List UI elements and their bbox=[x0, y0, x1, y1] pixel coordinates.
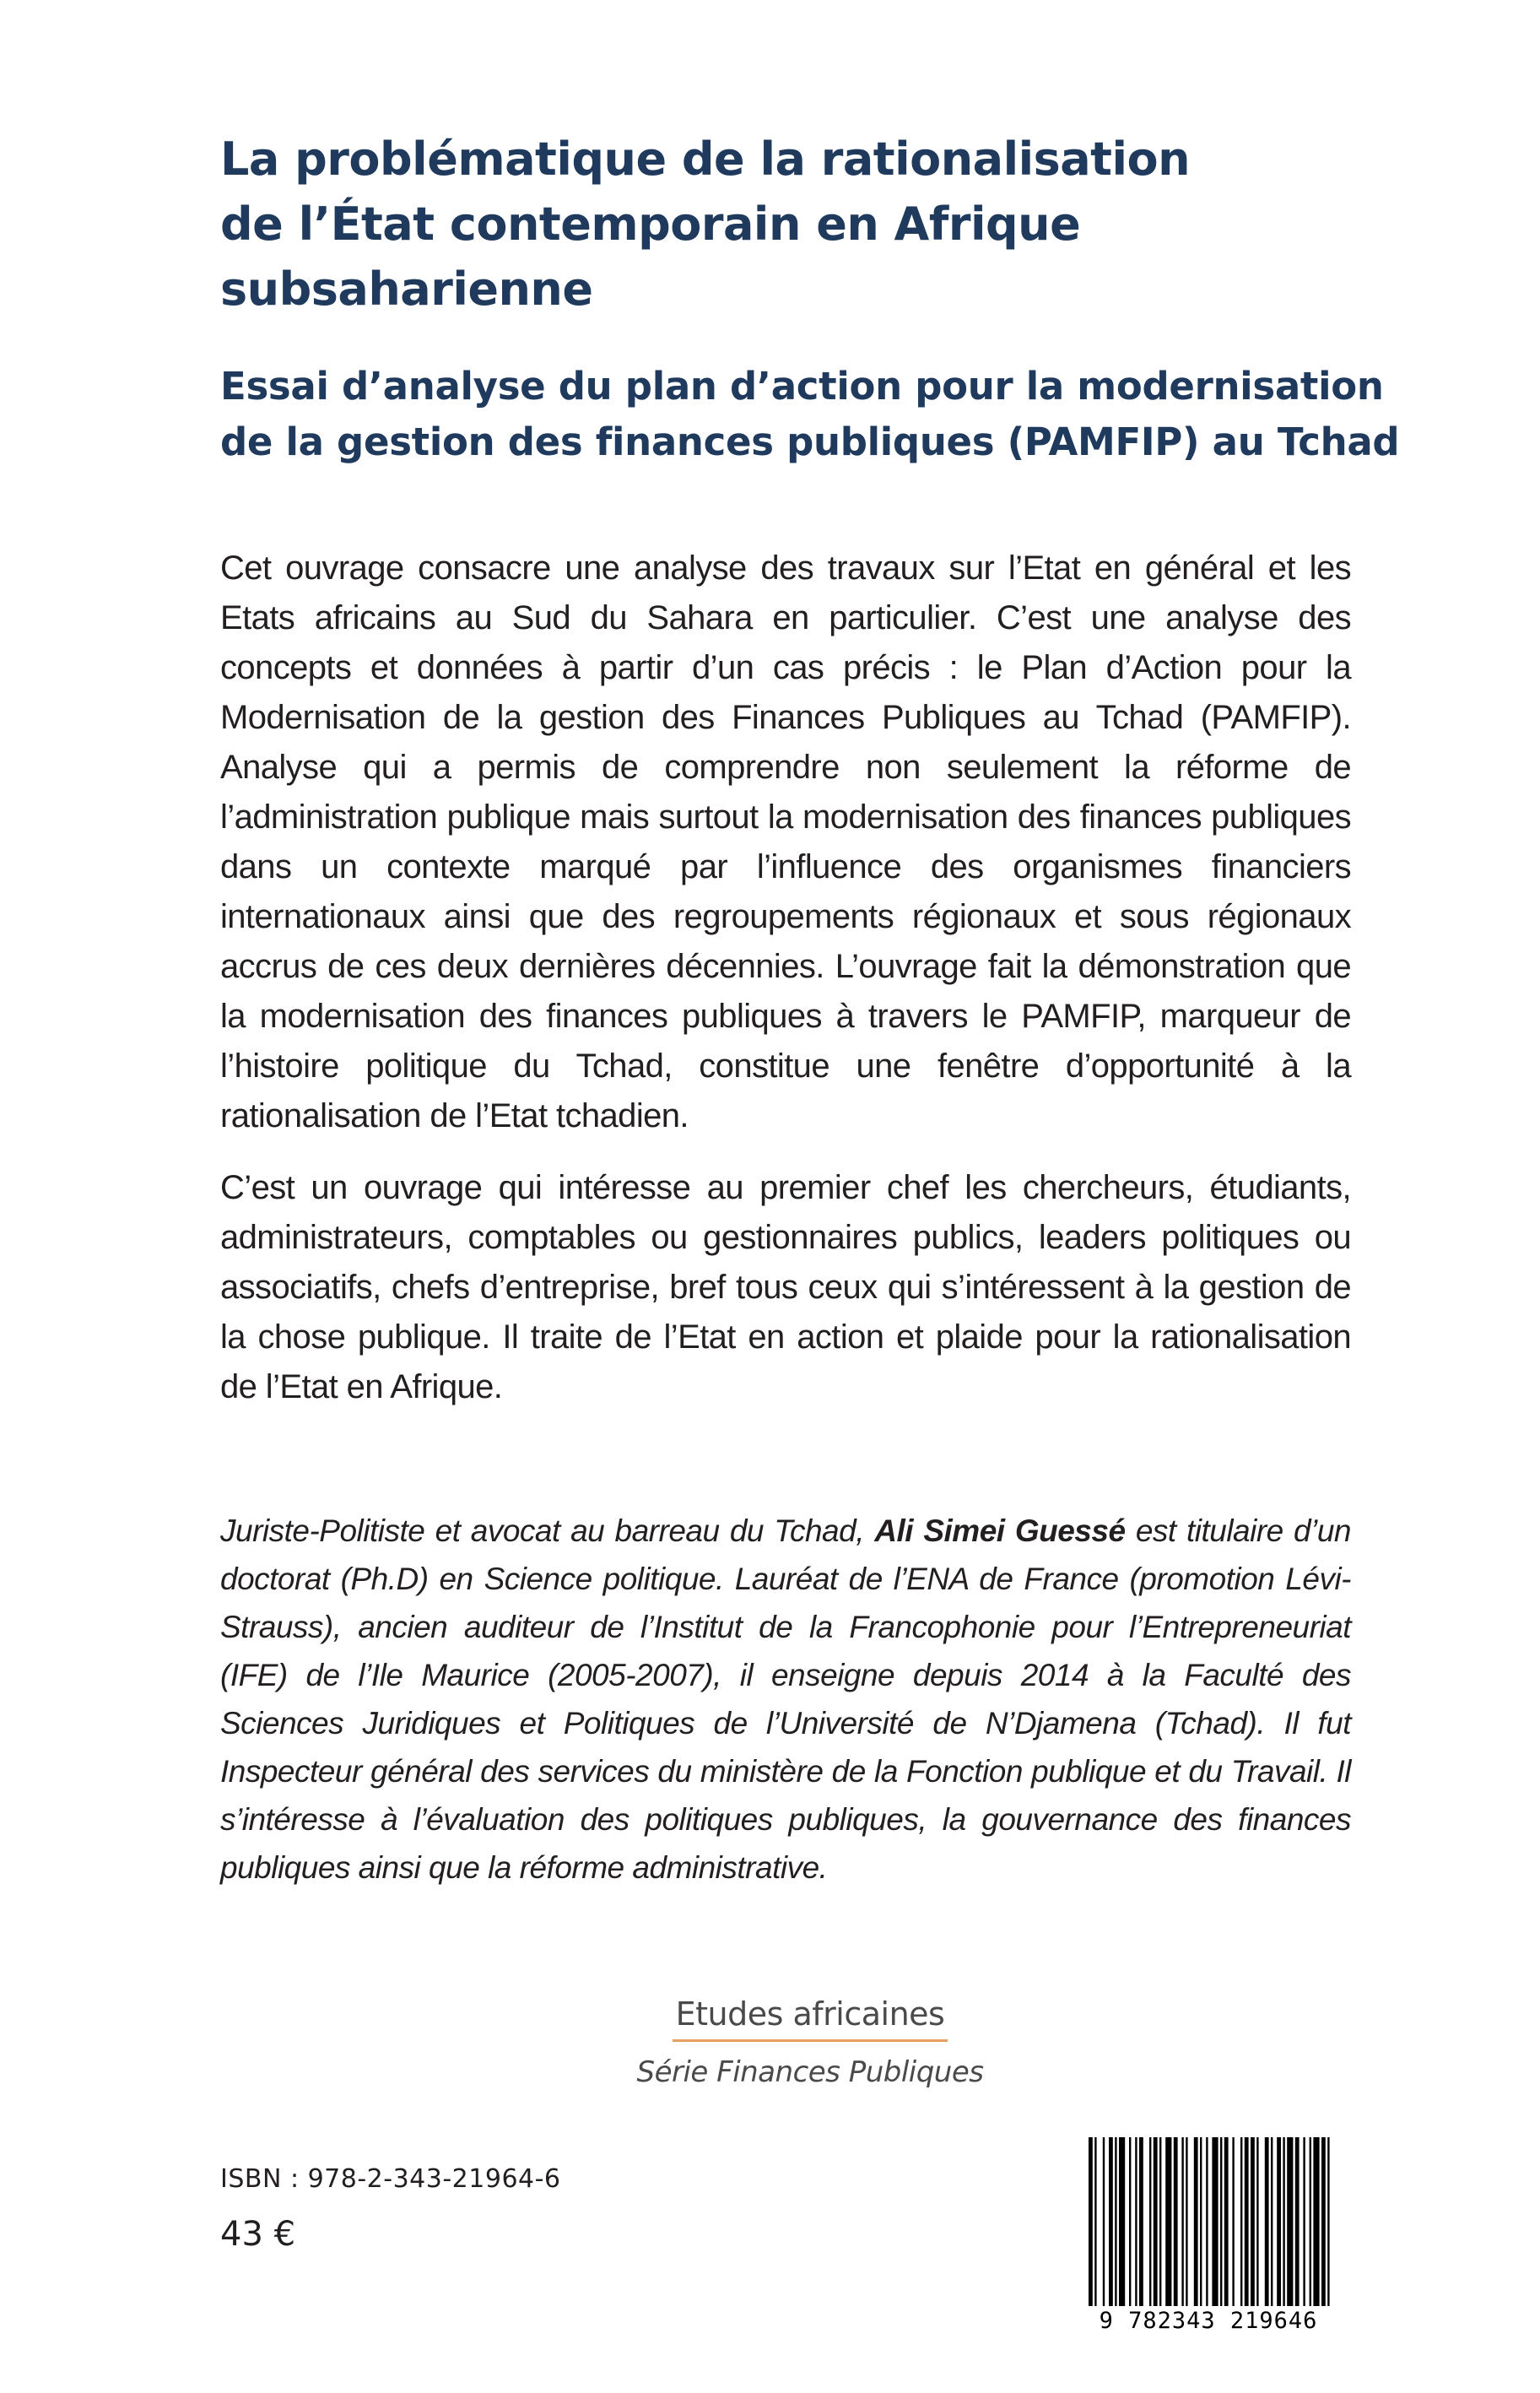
barcode-digits: 9 782343 219646 bbox=[1073, 2308, 1343, 2334]
barcode-bar bbox=[1200, 2137, 1202, 2306]
barcode-bar bbox=[1165, 2137, 1171, 2306]
barcode-bar bbox=[1194, 2137, 1198, 2306]
barcode-bar bbox=[1129, 2137, 1131, 2306]
author-bio bbox=[220, 1507, 1351, 1892]
subtitle-line: de la gestion des finances publiques (PAMFIP) au Tchad bbox=[220, 420, 1400, 464]
series-name: Etudes africaines bbox=[673, 1992, 948, 2042]
summary-paragraph-1: Cet ouvrage consacre une analyse des travaux sur l’Etat en général et les Etats africains au Sud du Sahara en particulier. C’est une analyse des concepts et données à partir d’un cas précis : le Plan d’Action pour la Modernisation de la gestion des Finances Publiques au Tchad (PAMFIP). Analyse qui a permis de comprendre non seulement la réforme de l’administration publique mais surtout la modernisation des finances publiques dans un contexte marqué par l’influence des organismes financiers internationaux ainsi que des regroupements régionaux et sous régionaux accrus de ces deux dernières décennies. L’ouvrage fait la démonstration que la modernisation des finances publiques à travers le PAMFIP, marqueur de l’histoire politique du Tchad, constitue une fenêtre d’opportunité à la rationalisation de l’Etat tchadien. bbox=[220, 550, 1351, 1134]
barcode-bar bbox=[1313, 2137, 1319, 2306]
barcode-bar bbox=[1212, 2137, 1218, 2306]
barcode-bar bbox=[1139, 2137, 1143, 2306]
book-subtitle bbox=[220, 359, 1418, 470]
barcode-bar bbox=[1256, 2137, 1258, 2306]
barcode-bar bbox=[1287, 2137, 1293, 2306]
barcode-bar bbox=[1119, 2137, 1125, 2306]
barcode-bar bbox=[1174, 2137, 1178, 2306]
subtitle-line: Essai d’analyse du plan d’action pour la modernisation bbox=[220, 364, 1384, 409]
barcode-bar bbox=[1232, 2137, 1234, 2306]
bio-rest: est titulaire d’un doctorat (Ph.D) en Science politique. Lauréat de l’ENA de France (promotion Lévi-Strauss), ancien auditeur de l’Institut de la Francophonie pour l’Entrepreneuriat (IFE) de l’Ile Maurice (2005-2007), il enseigne depuis 2014 à la Faculté des Sciences Juridiques et Politiques de l’Université de N’Djamena (Tchad). Il fut Inspecteur général des services du ministère de la Fonction publique et du Travail. Il s’intéresse à l’évaluation des politiques publiques, la gouvernance des finances publiques ainsi que la réforme administrative. bbox=[220, 1513, 1351, 1885]
barcode-icon bbox=[1073, 2137, 1343, 2336]
barcode-bar bbox=[1240, 2137, 1242, 2306]
barcode-bar bbox=[1135, 2137, 1137, 2306]
barcode-bar bbox=[1283, 2137, 1284, 2306]
isbn: ISBN : 978-2-343-21964-6 bbox=[220, 2164, 561, 2194]
title-line: de l’État contemporain en Afrique bbox=[220, 198, 1081, 251]
barcode-bar bbox=[1186, 2137, 1187, 2306]
barcode-bar bbox=[1094, 2137, 1096, 2306]
barcode-bar bbox=[1089, 2137, 1093, 2306]
barcode-bar bbox=[1149, 2137, 1151, 2306]
barcode-bar bbox=[1310, 2137, 1311, 2306]
series-block bbox=[591, 1992, 1029, 2093]
book-title bbox=[220, 127, 1385, 322]
price: 43 € bbox=[220, 2215, 296, 2254]
barcode-bar bbox=[1115, 2137, 1116, 2306]
barcode-bar bbox=[1103, 2137, 1105, 2306]
barcode-bar bbox=[1265, 2137, 1269, 2306]
barcode-bar bbox=[1277, 2137, 1281, 2306]
barcode-bar bbox=[1181, 2137, 1183, 2306]
barcode-bar bbox=[1109, 2137, 1113, 2306]
barcode bbox=[1073, 2137, 1343, 2336]
barcode-bar bbox=[1154, 2137, 1158, 2306]
barcode-bar bbox=[1327, 2137, 1329, 2306]
barcode-bar bbox=[1206, 2137, 1208, 2306]
barcode-bar bbox=[1245, 2137, 1249, 2306]
barcode-bar bbox=[1321, 2137, 1326, 2306]
barcode-bar bbox=[1224, 2137, 1229, 2306]
bio-intro: Juriste-Politiste et avocat au barreau du Tchad, bbox=[220, 1513, 875, 1548]
title-line: La problématique de la rationalisation bbox=[220, 133, 1191, 186]
barcode-bar bbox=[1303, 2137, 1305, 2306]
barcode-bar bbox=[1295, 2137, 1300, 2306]
summary-paragraph-2: C’est un ouvrage qui intéresse au premier chef les chercheurs, étudiants, administrateurs, comptables ou gestionnaires publics, leaders politiques ou associatifs, chefs d’entreprise, bref tous ceux qui s’intéressent à la gestion de la chose publique. Il traite de l’Etat en action et plaide pour la rationalisation de l’Etat en Afrique. bbox=[220, 1169, 1351, 1405]
barcode-bar bbox=[1271, 2137, 1273, 2306]
author-name: Ali Simei Guessé bbox=[874, 1513, 1126, 1548]
barcode-bar bbox=[1251, 2137, 1255, 2306]
barcode-bar bbox=[1159, 2137, 1161, 2306]
barcode-bar bbox=[1220, 2137, 1222, 2306]
title-line: subsaharienne bbox=[220, 263, 593, 316]
series-subseries: Série Finances Publiques bbox=[636, 2055, 984, 2089]
